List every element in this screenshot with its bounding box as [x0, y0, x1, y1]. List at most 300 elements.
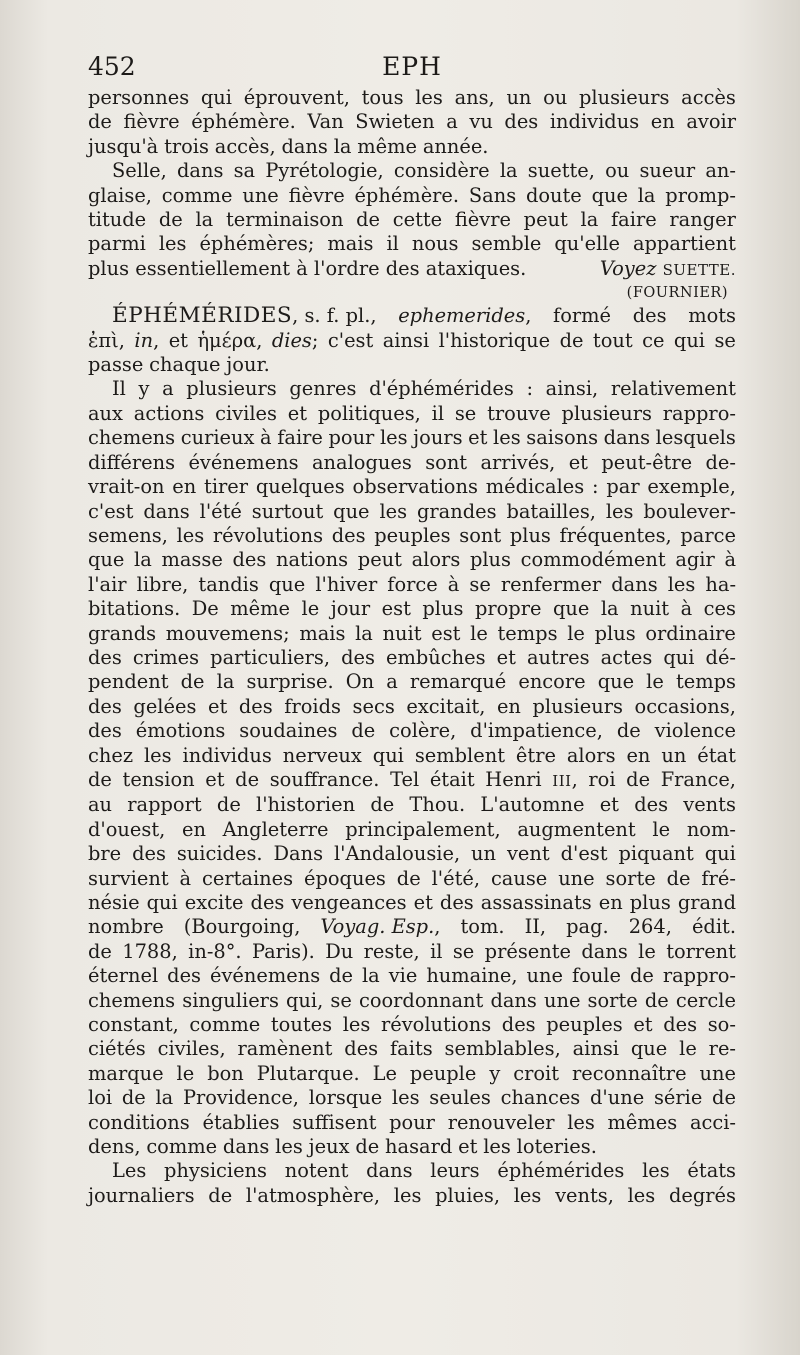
word: les	[493, 426, 521, 450]
text-line	[88, 232, 736, 256]
word: y	[138, 377, 150, 401]
word: seules	[429, 1086, 491, 1110]
word: sont	[425, 450, 468, 474]
word: le	[646, 670, 664, 694]
word: par	[606, 475, 640, 499]
word: Angleterre	[222, 817, 329, 841]
word: fré-	[701, 866, 736, 890]
word: les	[605, 499, 634, 523]
word: an-	[705, 159, 736, 183]
word: des	[663, 1013, 698, 1037]
word: et	[413, 891, 433, 914]
text-line	[88, 670, 736, 694]
crossref[interactable]	[600, 257, 736, 282]
word: des	[88, 719, 122, 743]
word: survient	[88, 866, 169, 890]
word: comme	[146, 1135, 218, 1159]
word: fréquentes,	[559, 523, 672, 547]
word: des	[88, 694, 122, 718]
word: à	[724, 548, 736, 572]
body-text	[88, 86, 736, 1208]
word: il	[431, 401, 445, 425]
word: froids	[284, 694, 341, 718]
text-line	[88, 1062, 736, 1086]
word: un	[471, 842, 497, 866]
word: les	[342, 1013, 371, 1037]
word: comme	[161, 183, 233, 207]
text-line	[88, 842, 736, 866]
word: ha-	[705, 572, 736, 596]
text-line	[88, 818, 736, 842]
word: d'éphémérides	[369, 377, 514, 401]
word: grands	[88, 621, 157, 645]
word: dé-	[705, 645, 736, 669]
word: est	[381, 597, 411, 621]
word: en	[496, 694, 521, 718]
word: révolutions	[380, 1013, 492, 1037]
word: arrivés,	[480, 450, 556, 474]
text-line	[88, 793, 736, 817]
word: la	[637, 183, 656, 207]
word: le	[679, 1037, 697, 1061]
word: plus	[509, 523, 551, 547]
text-segment: plus essentiellement à l'ordre des ataxiques.	[88, 256, 527, 280]
text-line	[88, 377, 736, 401]
word: de	[121, 1086, 146, 1110]
word: que	[268, 572, 306, 596]
word: de	[88, 939, 112, 963]
word: nuit	[382, 621, 422, 645]
word: les	[158, 232, 187, 256]
word: tous	[361, 86, 404, 109]
word: peuples	[374, 523, 451, 547]
word: les	[642, 1159, 670, 1183]
word: avoir	[686, 110, 736, 134]
word: Thou.	[409, 793, 466, 817]
roman-numeral: III	[552, 771, 572, 790]
word: reste,	[363, 939, 420, 963]
word: 1788,	[122, 939, 178, 963]
word: renouveler	[447, 1110, 555, 1134]
word: des	[250, 891, 285, 914]
word: la	[580, 208, 599, 232]
word: de	[644, 988, 669, 1012]
word: tandis	[198, 572, 259, 596]
word: d'impatience,	[470, 719, 603, 743]
text-line	[88, 719, 736, 743]
word: rappro-	[662, 401, 736, 425]
word: humaine,	[426, 964, 518, 988]
word: des	[238, 694, 273, 718]
text-line	[88, 1184, 736, 1208]
word: libre,	[136, 572, 189, 596]
word: sont	[459, 523, 502, 547]
word: quelques	[255, 475, 345, 499]
word: a	[386, 670, 398, 694]
word: Le	[372, 1061, 397, 1085]
word: de	[616, 719, 641, 743]
word: que	[597, 670, 635, 694]
word: pour	[328, 426, 375, 450]
word: le	[301, 597, 320, 621]
word: vengeances	[291, 891, 407, 914]
word: temps	[675, 670, 736, 694]
text-line	[88, 1013, 736, 1037]
word: plusieurs	[532, 694, 623, 718]
word: faits	[390, 1037, 433, 1061]
word: plusieurs	[579, 86, 670, 109]
word: dans	[281, 134, 328, 158]
word: la	[600, 597, 619, 621]
word: les	[667, 572, 696, 596]
word: piquant	[618, 842, 694, 866]
word: les	[379, 499, 408, 523]
word: un	[506, 86, 532, 109]
word: occasions,	[634, 694, 736, 718]
word: les	[567, 1110, 595, 1134]
word: assassinats	[480, 891, 592, 914]
word: plus	[594, 621, 636, 645]
word: degrés	[668, 1183, 736, 1207]
page-number: 452	[88, 52, 136, 81]
word: in-8°.	[188, 939, 242, 963]
word: vent	[506, 842, 550, 866]
text-line	[88, 597, 736, 621]
word: que	[552, 597, 590, 621]
word: des	[439, 891, 474, 914]
word: doute	[525, 183, 582, 207]
word: nous	[411, 232, 459, 256]
word: en	[172, 475, 197, 499]
word: les	[627, 1183, 656, 1207]
text-line: de tension et de souffrance. Tel était Henri III, roi de France,	[88, 767, 736, 791]
word: de	[180, 670, 205, 694]
word: de	[396, 866, 421, 890]
word: éphémère.	[354, 183, 460, 207]
text-line	[88, 451, 736, 475]
word: de	[666, 866, 691, 890]
word: des	[132, 842, 166, 866]
word: les	[275, 1135, 303, 1159]
word: semblables,	[444, 1037, 561, 1061]
word: une	[242, 183, 279, 207]
word: les	[513, 1183, 542, 1207]
word: rapport	[127, 793, 202, 817]
word: des	[167, 964, 201, 988]
word: Providence,	[182, 1086, 299, 1110]
word: fièvre	[454, 208, 511, 232]
word: terminaison	[225, 208, 344, 232]
word: soudaines	[239, 719, 338, 743]
word: peut	[357, 548, 402, 572]
text-line	[88, 500, 736, 524]
word: Il	[112, 377, 126, 401]
cited-work: Voyag. Esp.	[320, 915, 435, 939]
word: L'automne	[480, 793, 585, 817]
text-line	[88, 159, 736, 183]
word: grand	[677, 891, 736, 914]
text-line	[88, 940, 736, 964]
word: civiles,	[157, 1037, 226, 1061]
word: suffisent	[292, 1110, 377, 1134]
word: les	[483, 1135, 511, 1159]
word: en	[598, 891, 623, 914]
word: le	[470, 621, 488, 645]
word: Les	[112, 1159, 147, 1183]
word: genres	[289, 377, 357, 401]
word: surtout	[251, 499, 324, 523]
text-line	[88, 548, 736, 572]
word: secs	[352, 694, 395, 718]
word: dans	[143, 499, 190, 523]
word: et	[458, 1135, 478, 1159]
word: exemple,	[647, 475, 736, 499]
word: qui	[200, 86, 232, 109]
word: renfermer	[500, 572, 602, 596]
word: dans	[222, 1135, 270, 1159]
word: plusieurs	[186, 377, 277, 401]
word: Swieten	[355, 110, 435, 134]
word: peuples	[546, 1013, 623, 1037]
word: jours	[413, 426, 463, 450]
word: crimes	[132, 645, 200, 669]
word: qui	[704, 842, 736, 866]
word: mais	[299, 621, 346, 645]
word: les	[379, 426, 408, 450]
word: des	[634, 793, 669, 817]
word: dans	[581, 939, 628, 963]
word: état	[697, 743, 736, 767]
word: sa	[233, 159, 256, 183]
word: éphémérides	[497, 1159, 625, 1183]
word: semblent	[414, 743, 505, 767]
word: rappro-	[662, 964, 736, 988]
word: les	[391, 1086, 420, 1110]
word: que	[591, 183, 628, 207]
word: glaise,	[88, 183, 152, 207]
word: la	[355, 621, 373, 645]
word: dans	[366, 1159, 413, 1183]
word: l'hiver	[315, 572, 378, 596]
word: mouvemens;	[165, 621, 290, 645]
word: suette,	[527, 159, 595, 183]
word: sorte	[605, 866, 656, 890]
word: ainsi	[572, 1037, 620, 1061]
word: le	[176, 1061, 195, 1085]
word: Paris).	[251, 939, 315, 963]
text-line	[88, 184, 736, 208]
text-line	[88, 110, 736, 134]
word: individus	[549, 110, 640, 134]
word: série	[653, 1086, 703, 1110]
word: vents	[683, 793, 736, 817]
latin-term: ephemerides	[398, 304, 526, 328]
word: présente	[484, 939, 571, 963]
word: trouve	[487, 401, 551, 425]
word: les	[143, 743, 172, 767]
word: différens	[88, 450, 176, 474]
word: loteries.	[516, 1135, 597, 1159]
word: pour	[389, 1110, 435, 1134]
word: nerveux	[282, 743, 362, 767]
word: peut-être	[601, 450, 693, 474]
word: de	[629, 964, 654, 988]
word: éternel	[88, 964, 159, 988]
word: plus	[469, 548, 511, 572]
word: excitait,	[406, 694, 486, 718]
word: d'ouest,	[88, 817, 166, 841]
word: de	[158, 208, 183, 232]
word: commodément	[520, 548, 666, 572]
word: analogues	[311, 450, 412, 474]
word: des	[504, 110, 539, 134]
word: une	[526, 964, 563, 988]
word: à	[680, 597, 693, 621]
crossref-target: SUETTE.	[662, 260, 736, 279]
word: colère,	[389, 719, 457, 743]
word: la	[361, 964, 380, 988]
word: acci-	[689, 1110, 736, 1134]
word: de	[356, 208, 381, 232]
word: nations	[275, 548, 349, 572]
word: lesquels	[655, 426, 736, 450]
word: éphémères;	[199, 232, 315, 256]
word: de-	[705, 450, 736, 474]
word: chez	[88, 743, 134, 767]
text-line-with-crossref	[88, 257, 736, 282]
text-line	[88, 1135, 736, 1159]
word: l'été,	[431, 866, 481, 890]
text-line	[88, 1111, 736, 1135]
text-line	[88, 402, 736, 426]
word: et	[287, 401, 308, 425]
text-line	[88, 867, 736, 891]
word: émotions	[135, 719, 226, 743]
word: les	[393, 1183, 422, 1207]
word: et	[496, 645, 516, 669]
text-line	[88, 744, 736, 768]
word: politiques,	[317, 401, 421, 425]
word: et	[633, 1013, 653, 1037]
word: de	[355, 1135, 380, 1159]
word: hasard	[385, 1135, 453, 1159]
word: ou	[543, 86, 568, 109]
word: torrent	[666, 939, 736, 963]
word: au	[88, 793, 113, 817]
word: il	[386, 232, 399, 256]
word: excite	[184, 891, 244, 914]
word: que	[88, 548, 125, 572]
word: dans	[611, 572, 658, 596]
word: a	[162, 377, 174, 401]
word: a	[446, 110, 458, 134]
text-line	[88, 622, 736, 646]
word: y	[489, 1061, 501, 1085]
word: vents,	[555, 1183, 614, 1207]
word: :	[592, 475, 599, 499]
latin-in: in	[134, 328, 154, 352]
word: nésie	[88, 891, 140, 914]
word: marque	[88, 1061, 164, 1085]
word: l'été	[199, 499, 242, 523]
word: d'est	[560, 842, 608, 866]
word: époques	[303, 866, 386, 890]
word: faire	[277, 426, 323, 450]
word: se	[454, 401, 477, 425]
word: la	[499, 159, 518, 183]
word: Van	[307, 110, 344, 134]
word: un	[661, 743, 687, 767]
word: en	[182, 817, 206, 841]
word: pendent	[88, 670, 169, 694]
word: temps	[497, 621, 558, 645]
text-line	[88, 86, 736, 110]
text-line	[88, 426, 736, 450]
word: une	[543, 988, 581, 1012]
word: en	[626, 743, 651, 767]
word: la	[195, 208, 214, 232]
word: Dans	[273, 842, 324, 866]
word: bitations.	[88, 597, 181, 621]
word: des	[331, 523, 366, 547]
word: croit	[513, 1061, 560, 1085]
word: suicides.	[176, 842, 263, 866]
word: ces	[703, 597, 736, 621]
word: batailles,	[506, 499, 596, 523]
word: alors	[566, 743, 616, 767]
word: cette	[392, 208, 443, 232]
word: observations	[352, 475, 478, 499]
word: qui,	[286, 988, 324, 1012]
word: personnes	[88, 86, 190, 109]
word: ordinaire	[645, 621, 736, 645]
word: cercle	[675, 988, 736, 1012]
word: la	[155, 1086, 174, 1110]
text-line	[88, 135, 736, 159]
word: mêmes	[607, 1110, 678, 1134]
word: constant,	[88, 1013, 179, 1037]
word: de	[216, 793, 241, 817]
word: leurs	[430, 1159, 480, 1183]
word: dans	[490, 988, 537, 1012]
word: événemens	[188, 450, 299, 474]
word: pluies,	[435, 1183, 501, 1207]
word: est	[431, 621, 461, 645]
word: le	[652, 817, 671, 841]
word: même	[357, 134, 417, 158]
word: reconnaître	[572, 1061, 687, 1085]
word: bre	[88, 842, 122, 866]
word: Selle,	[112, 159, 167, 183]
running-head: EPH	[382, 52, 442, 81]
word: alors	[411, 548, 461, 572]
word: vu	[469, 110, 493, 134]
word: qui	[146, 891, 178, 914]
word: les	[415, 86, 443, 109]
word: curieux	[180, 426, 255, 450]
word: la	[134, 548, 152, 572]
word: so-	[707, 1013, 736, 1037]
entry-head-line: ÉPHÉMÉRIDES, s. f. pl., ephemerides, formé des mots	[112, 303, 736, 329]
word: nom-	[686, 817, 736, 841]
page-header	[88, 52, 736, 86]
word: à	[447, 572, 460, 596]
word: encore	[518, 670, 586, 694]
word: gelées	[133, 694, 197, 718]
word: semble	[471, 232, 542, 256]
word: vie	[388, 964, 418, 988]
word: que	[333, 499, 370, 523]
